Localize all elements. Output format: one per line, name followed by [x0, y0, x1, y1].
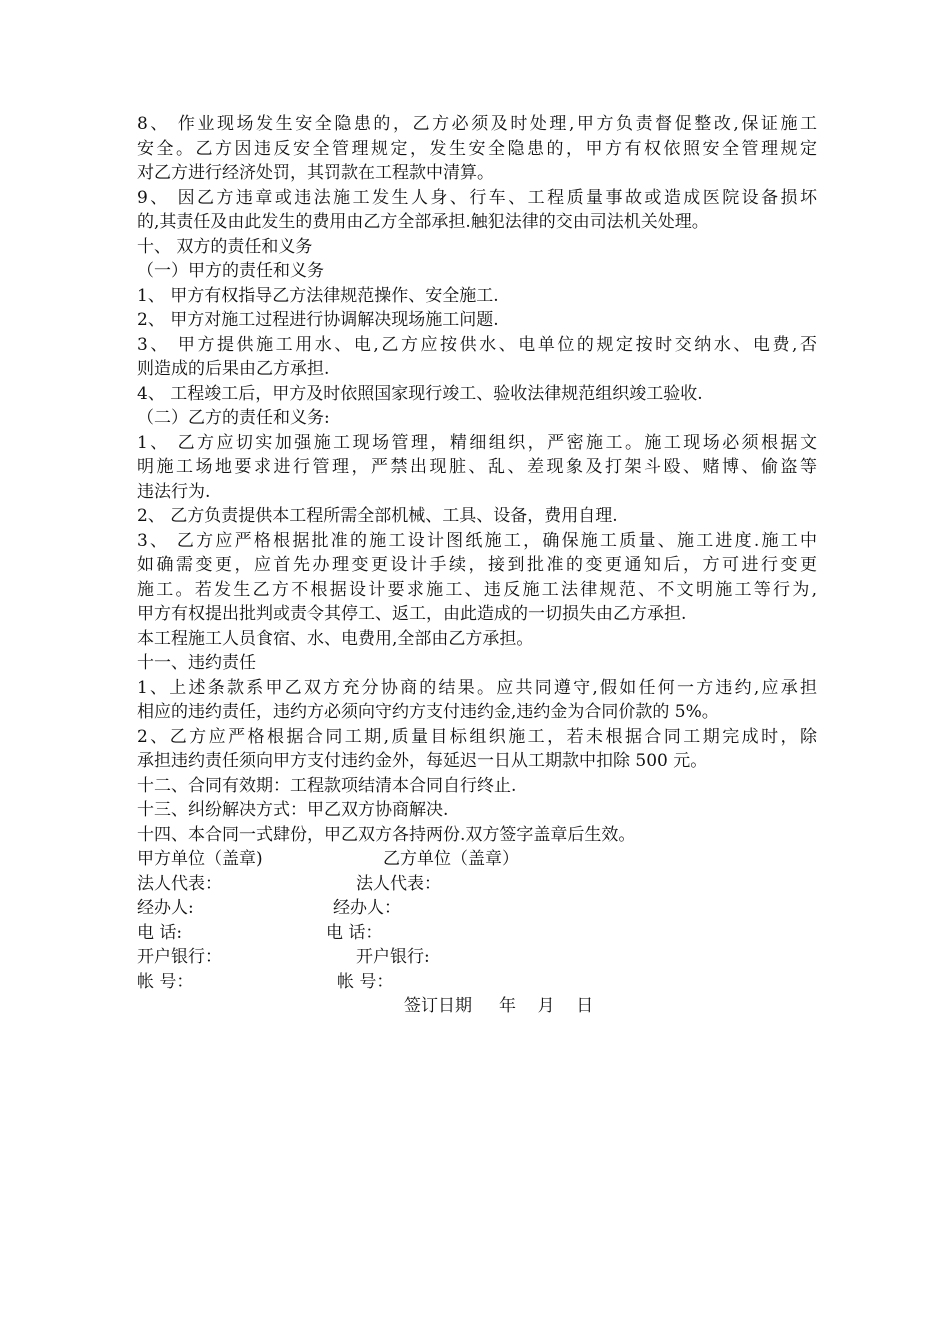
- paragraph-line: 十一、违约责任: [137, 653, 256, 673]
- party-b-field: 经办人：: [333, 898, 401, 918]
- paragraph-line: 违法行为.: [137, 481, 211, 502]
- party-b-field: 开户银行:: [356, 947, 430, 967]
- paragraph-line: 对乙方进行经济处罚，其罚款在工程款中清算。: [137, 163, 494, 183]
- contract-paragraph: [137, 529, 817, 627]
- contract-paragraph: [137, 725, 817, 774]
- contract-paragraph: [137, 186, 817, 235]
- contract-paragraph: [137, 308, 817, 333]
- contract-paragraph: [137, 382, 817, 407]
- paragraph-line: 十三、纠纷解决方式：甲乙双方协商解决.: [137, 800, 449, 820]
- contract-paragraph: [137, 333, 817, 382]
- party-a-field: 甲方单位（盖章): [137, 849, 263, 869]
- signing-date-row: [137, 994, 817, 1019]
- contract-paragraph: [137, 627, 817, 652]
- paragraph-line: 安全。乙方因违反安全管理规定，发生安全隐患的，甲方有权依照安全管理规定: [137, 138, 817, 159]
- signature-row: [137, 921, 817, 946]
- party-b-field: 帐 号：: [337, 971, 394, 992]
- party-a-field: 经办人:: [137, 898, 194, 918]
- paragraph-line: 如确需变更，应首先办理变更设计手续，接到批准的变更通知后，方可进行变更: [137, 555, 817, 575]
- paragraph-line: 施工。若发生乙方不根据设计要求施工、违反施工法律规范、不文明施工等行为,: [137, 579, 817, 600]
- paragraph-line: 3、 乙方应严格根据批准的施工设计图纸施工，确保施工质量、施工进度.施工中: [137, 530, 817, 551]
- signature-row: [137, 896, 817, 921]
- party-a-field: 开户银行：: [137, 947, 222, 967]
- paragraph-line: 1、上述条款系甲乙双方充分协商的结果。应共同遵守,假如任何一方违约,应承担: [137, 677, 817, 698]
- paragraph-line: （一）甲方的责任和义务: [137, 261, 324, 281]
- signature-row: [137, 945, 817, 970]
- paragraph-line: 的,其责任及由此发生的费用由乙方全部承担.触犯法律的交由司法机关处理。: [137, 212, 709, 232]
- paragraph-line: 本工程施工人员食宿、水、电费用,全部由乙方承担。: [137, 628, 534, 649]
- party-b-field: 电 话：: [326, 922, 383, 943]
- party-a-field: 法人代表：: [137, 873, 222, 894]
- signature-row: [137, 970, 817, 995]
- contract-paragraph: [137, 284, 817, 309]
- paragraph-line: 3、 甲方提供施工用水、电,乙方应按供水、电单位的规定按时交纳水、电费,否: [137, 334, 817, 355]
- paragraph-line: 2、 甲方对施工过程进行协调解决现场施工问题.: [137, 310, 499, 330]
- paragraph-line: 1、 乙方应切实加强施工现场管理，精细组织，严密施工。施工现场必须根据文: [137, 432, 817, 453]
- paragraph-line: 1、 甲方有权指导乙方法律规范操作、安全施工.: [137, 285, 499, 306]
- contract-paragraph: [137, 112, 817, 186]
- paragraph-line: 明施工场地要求进行管理，严禁出现脏、乱、差现象及打架斗殴、赌博、偷盗等: [137, 457, 817, 477]
- contract-paragraph: [137, 259, 817, 284]
- signature-row: [137, 872, 817, 897]
- contract-paragraph: [137, 676, 817, 725]
- contract-paragraph: [137, 504, 817, 529]
- contract-paragraph: [137, 651, 817, 676]
- contract-paragraph: [137, 235, 817, 260]
- paragraph-line: 9、 因乙方违章或违法施工发生人身、行车、工程质量事故或造成医院设备损坏: [137, 187, 817, 208]
- party-b-field: 法人代表：: [356, 873, 441, 894]
- paragraph-line: 则造成的后果由乙方承担.: [137, 359, 330, 379]
- paragraph-line: 甲方有权提出批判或责令其停工、返工，由此造成的一切损失由乙方承担.: [137, 604, 687, 624]
- contract-paragraph: [137, 798, 817, 823]
- party-b-field: 乙方单位（盖章）: [383, 849, 519, 869]
- paragraph-line: 8、 作业现场发生安全隐患的，乙方必须及时处理,甲方负责督促整改,保证施工: [137, 114, 817, 134]
- signature-block: [137, 847, 817, 1019]
- contract-body: [137, 112, 817, 1019]
- paragraph-line: 2、 乙方负责提供本工程所需全部机械、工具、设备，费用自理.: [137, 506, 618, 526]
- contract-paragraph: [137, 774, 817, 799]
- contract-paragraph: [137, 431, 817, 505]
- party-a-field: 电 话:: [137, 922, 183, 943]
- paragraph-line: 2、乙方应严格根据合同工期,质量目标组织施工，若未根据合同工期完成时，除: [137, 726, 817, 747]
- contract-paragraph: [137, 406, 817, 431]
- party-a-field: 帐 号：: [137, 971, 194, 992]
- paragraph-line: 十四、本合同一式肆份，甲乙双方各持两份.双方签字盖章后生效。: [137, 824, 636, 845]
- paragraph-line: 4、 工程竣工后，甲方及时依照国家现行竣工、验收法律规范组织竣工验收.: [137, 383, 703, 404]
- contract-paragraph: [137, 823, 817, 848]
- paragraph-line: 相应的违约责任，违约方必须向守约方支付违约金,违约金为合同价款的 5%。: [137, 702, 719, 722]
- paragraph-line: （二）乙方的责任和义务:: [137, 408, 330, 428]
- signature-row: [137, 847, 817, 872]
- signing-date: 签订日期 年 月 日: [404, 996, 594, 1016]
- paragraph-line: 十、 双方的责任和义务: [137, 236, 313, 257]
- paragraph-line: 承担违约责任须向甲方支付违约金外，每延迟一日从工期款中扣除 500 元。: [137, 751, 708, 771]
- paragraph-line: 十二、合同有效期：工程款项结清本合同自行终止.: [137, 775, 517, 796]
